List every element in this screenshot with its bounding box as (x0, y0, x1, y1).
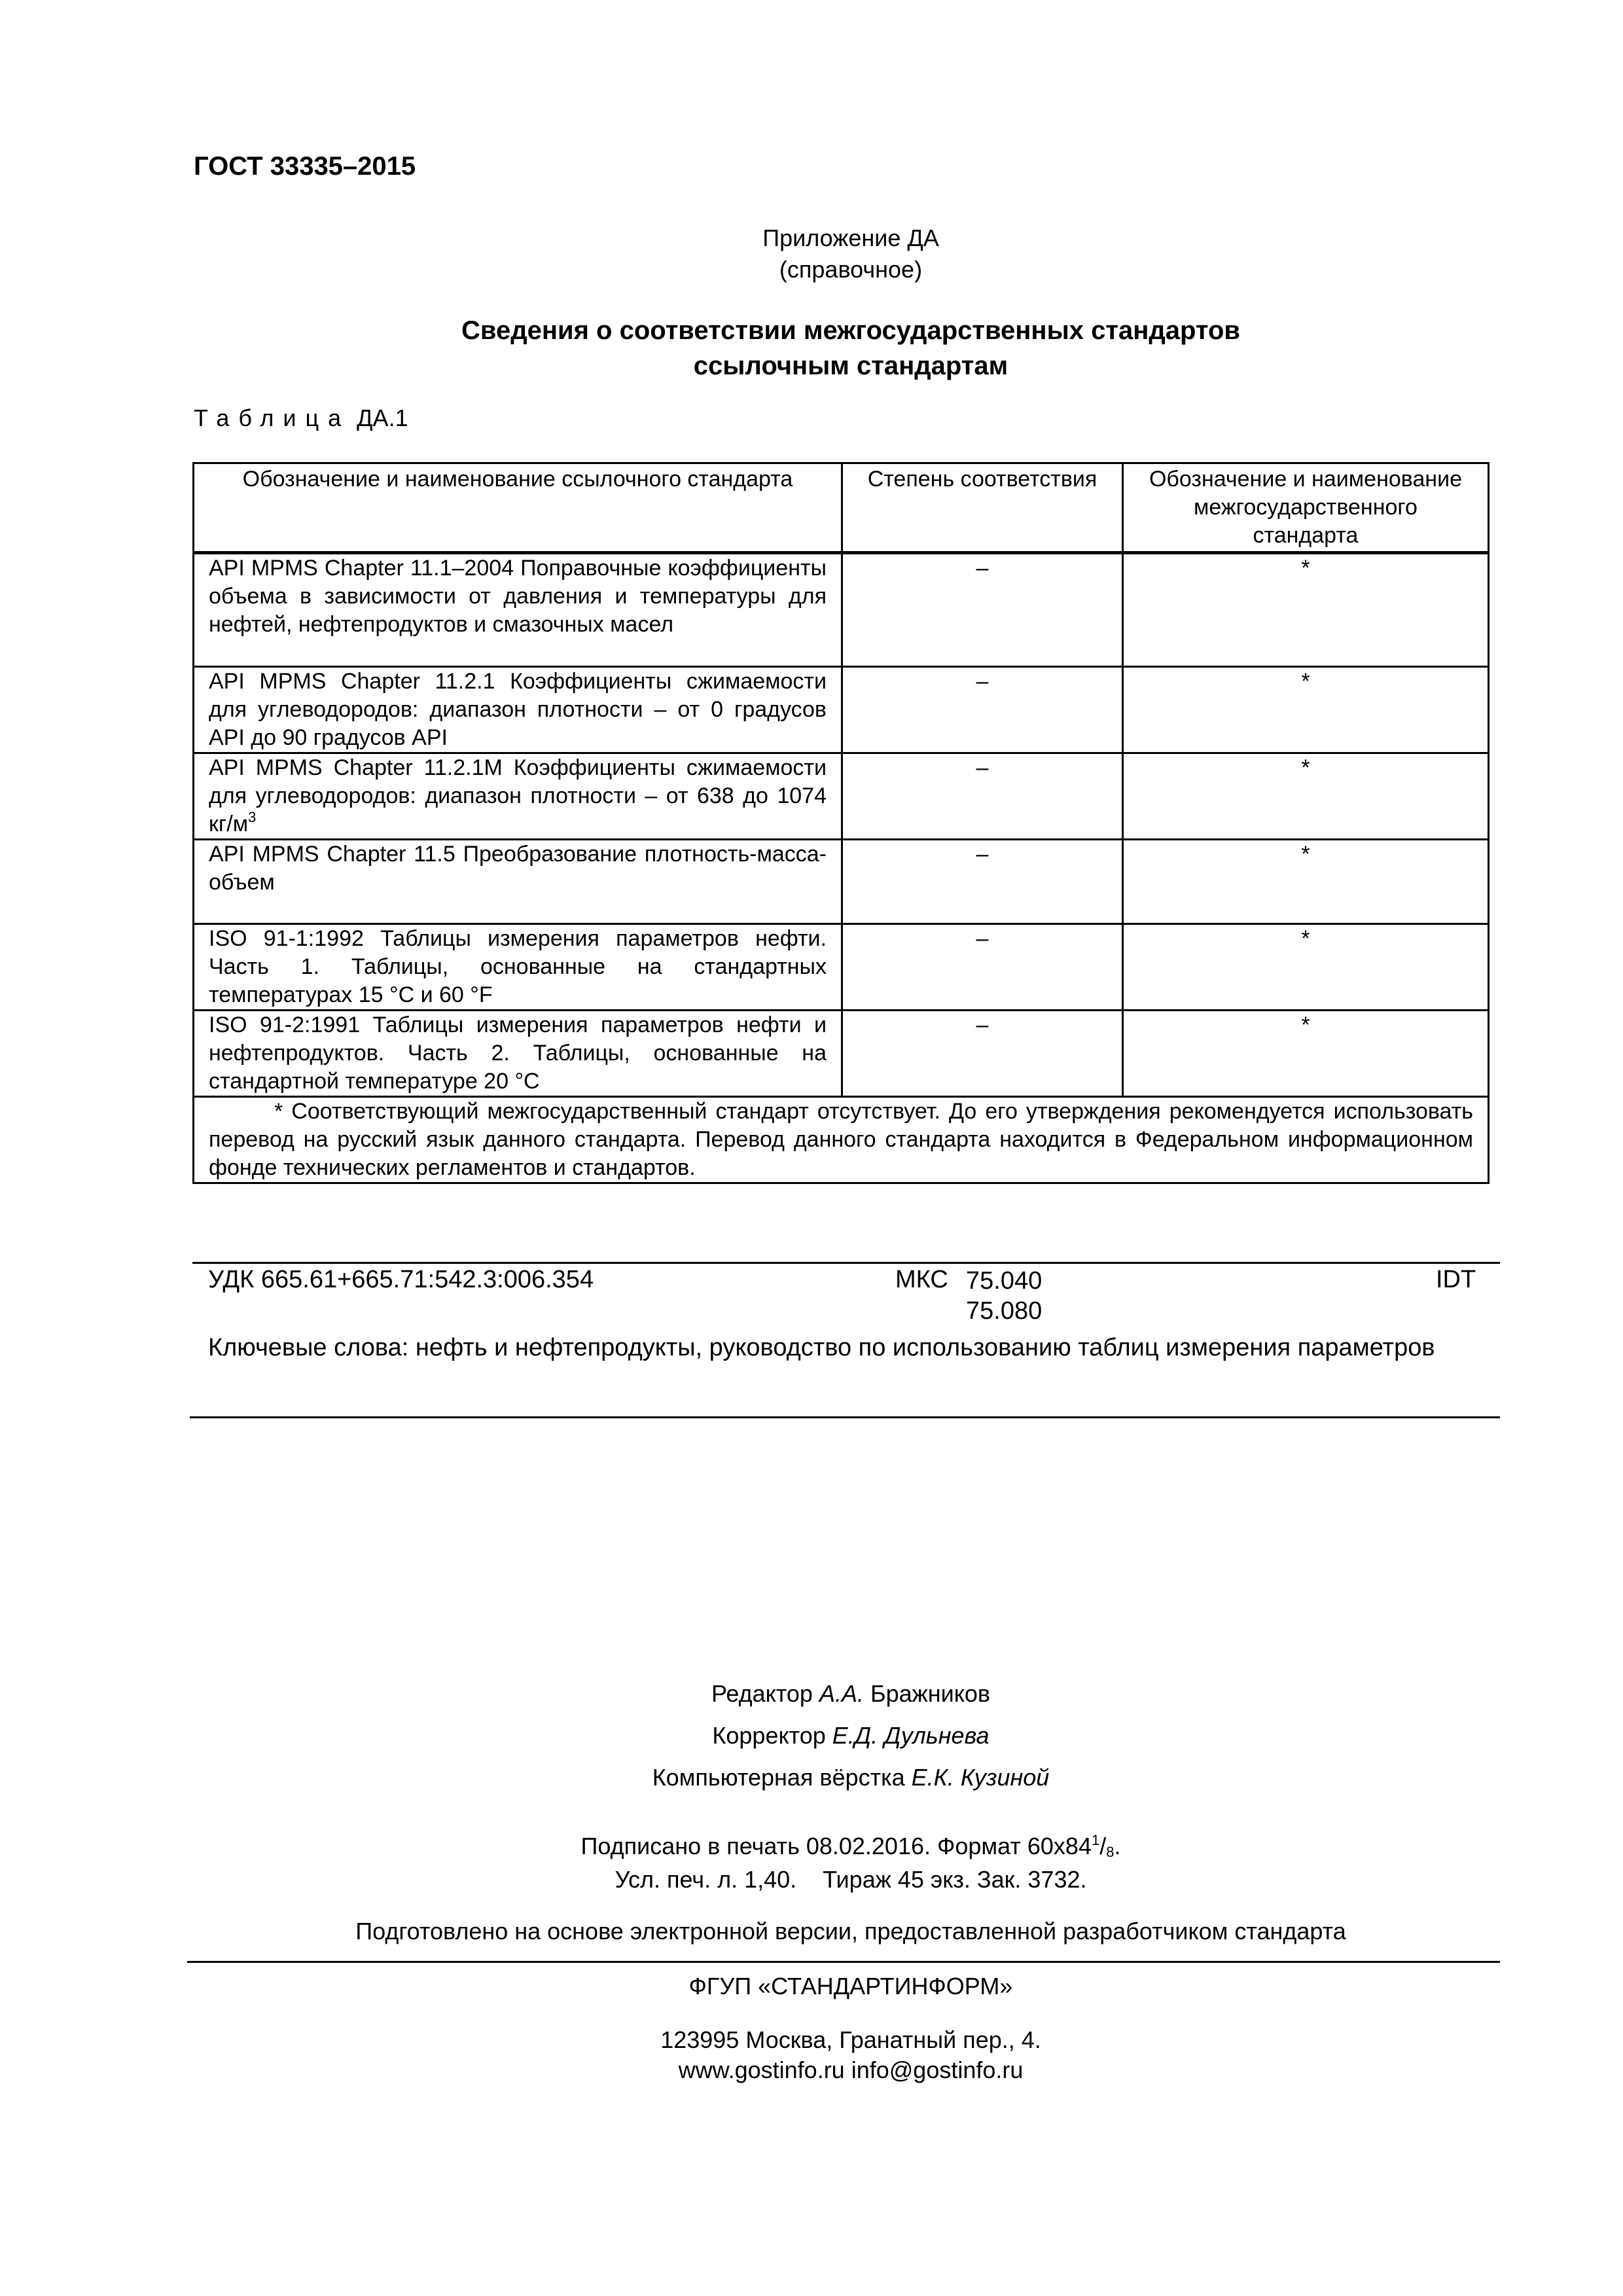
format-numerator: 1 (1091, 1832, 1100, 1848)
publisher-web (0, 2055, 1623, 2085)
idt-marker: IDT (1436, 1266, 1476, 1293)
interstate-standard-cell: * (1123, 667, 1489, 753)
layout-name: Е.К. Кузиной (911, 1764, 1050, 1791)
degree-cell: – (842, 924, 1123, 1011)
appendix-title: Приложение ДА (762, 224, 939, 251)
footnote-text: * Соответствующий межгосударственный стандарт отсутствует. До его утверждения рекомендуется использовать перевод на русский язык данного стандарта. Перевод данного стандарта находится в Федеральном информационном фонде технических регламентов и стандартов. (209, 1099, 1473, 1180)
biblio-bottom-rule (190, 1416, 1500, 1418)
reference-standard-cell: ISO 91-2:1991 Таблицы измерения параметров нефти и нефтепродуктов. Часть 2. Таблицы, основанные на стандартной температуре 20 °C (194, 1011, 842, 1097)
heading-line-2: ссылочным стандартам (693, 351, 1008, 380)
publisher-contacts (0, 2025, 1623, 2085)
mks-label: МКС (895, 1266, 948, 1293)
interstate-standard-cell: * (1123, 753, 1489, 840)
appendix-type: (справочное) (779, 256, 923, 283)
degree-cell: – (842, 667, 1123, 753)
table-label-number: ДА.1 (357, 404, 408, 431)
table-footnote (194, 1097, 1489, 1183)
superscript-unit: 3 (248, 809, 257, 825)
column-header-reference: Обозначение и наименование ссылочного стандарта (194, 463, 842, 553)
table-label-word: Таблица (194, 404, 351, 431)
table-label (194, 404, 408, 432)
editor-name: Бражников (870, 1680, 991, 1707)
footnote-row (194, 1097, 1489, 1183)
keywords: Ключевые слова: нефть и нефтепродукты, руководство по использованию таблиц измерения параметров (208, 1334, 1435, 1361)
mks-code: 75.040 (966, 1267, 1043, 1295)
corrector-name: Е.Д. Дульнева (832, 1722, 990, 1749)
interstate-standard-cell: * (1123, 924, 1489, 1011)
appendix-header (0, 223, 1623, 285)
interstate-standard-cell: * (1123, 1011, 1489, 1097)
degree-cell: – (842, 553, 1123, 667)
column-header-degree: Степень соответствия (842, 463, 1123, 553)
corrector-line (0, 1715, 1623, 1757)
prepared-note: Подготовлено на основе электронной версии, предоставленной разработчиком стандарта (355, 1918, 1346, 1945)
column-header-interstate: Обозначение и наименование межгосударственного стандарта (1123, 463, 1489, 553)
degree-cell: – (842, 1011, 1123, 1097)
editor-line (0, 1673, 1623, 1715)
layout-label: Компьютерная вёрстка (652, 1764, 905, 1791)
publisher-address: 123995 Москва, Гранатный пер., 4. (660, 2026, 1041, 2053)
signed-text: Подписано в печать 08.02.2016. Формат 60x84 (580, 1833, 1092, 1859)
heading-line-1: Сведения о соответствии межгосударственных стандартов (461, 316, 1240, 345)
reference-standard-cell (194, 753, 842, 840)
reference-standard-text: API MPMS Chapter 11.2.1M Коэффициенты сжимаемости для углеводородов: диапазон плотности – от 638 до 1074 кг/м (209, 755, 827, 836)
editor-label: Редактор (711, 1680, 813, 1707)
reference-standard-cell: ISO 91-1:1992 Таблицы измерения параметров нефти. Часть 1. Таблицы, основанные на стандартных температурах 15 °C и 60 °F (194, 924, 842, 1011)
corrector-label: Корректор (712, 1722, 826, 1749)
print-info: Усл. печ. л. 1,40. Тираж 45 экз. Зак. 3732. (615, 1866, 1087, 1893)
udk-code: УДК 665.61+665.71:542.3:006.354 (208, 1266, 594, 1293)
layout-line (0, 1757, 1623, 1799)
table-row (194, 667, 1489, 753)
reference-standard-cell: API MPMS Chapter 11.2.1 Коэффициенты сжимаемости для углеводородов: диапазон плотности – от 0 градусов API до 90 градусов API (194, 667, 842, 753)
interstate-standard-cell: * (1123, 553, 1489, 667)
mks-code: 75.080 (966, 1297, 1043, 1325)
publisher-rule (187, 1961, 1500, 1963)
degree-cell: – (842, 753, 1123, 840)
imprint-staff (0, 1673, 1623, 1799)
signed-line: Подписано в печать 08.02.2016. Формат $60x84^1/_8$. (580, 1832, 1121, 1860)
format-denominator: 8 (1106, 1844, 1115, 1860)
email-link[interactable]: info@gostinfo.ru (851, 2056, 1024, 2083)
reference-standard-cell: API MPMS Chapter 11.1–2004 Поправочные коэффициенты объема в зависимости от давления и температуры для нефтей, нефтепродуктов и смазочных масел (194, 553, 842, 667)
reference-standard-cell: API MPMS Chapter 11.5 Преобразование плотность-масса-объем (194, 840, 842, 924)
editor-initials: А.А. (819, 1680, 864, 1707)
print-details (0, 1833, 1623, 1893)
table-header-row (194, 463, 1489, 553)
interstate-standard-cell: * (1123, 840, 1489, 924)
table-row (194, 1011, 1489, 1097)
table-row (194, 553, 1489, 667)
section-heading (0, 313, 1623, 384)
biblio-top-rule (192, 1262, 1500, 1264)
publisher-name: ФГУП «СТАНДАРТИНФОРМ» (688, 1973, 1013, 2000)
degree-cell: – (842, 840, 1123, 924)
mks-codes (966, 1266, 1042, 1326)
correspondence-table (192, 462, 1489, 1184)
table-row (194, 753, 1489, 840)
website-link[interactable]: www.gostinfo.ru (678, 2056, 845, 2083)
table-row (194, 840, 1489, 924)
table-row (194, 924, 1489, 1011)
document-code: ГОСТ 33335–2015 (194, 152, 416, 181)
